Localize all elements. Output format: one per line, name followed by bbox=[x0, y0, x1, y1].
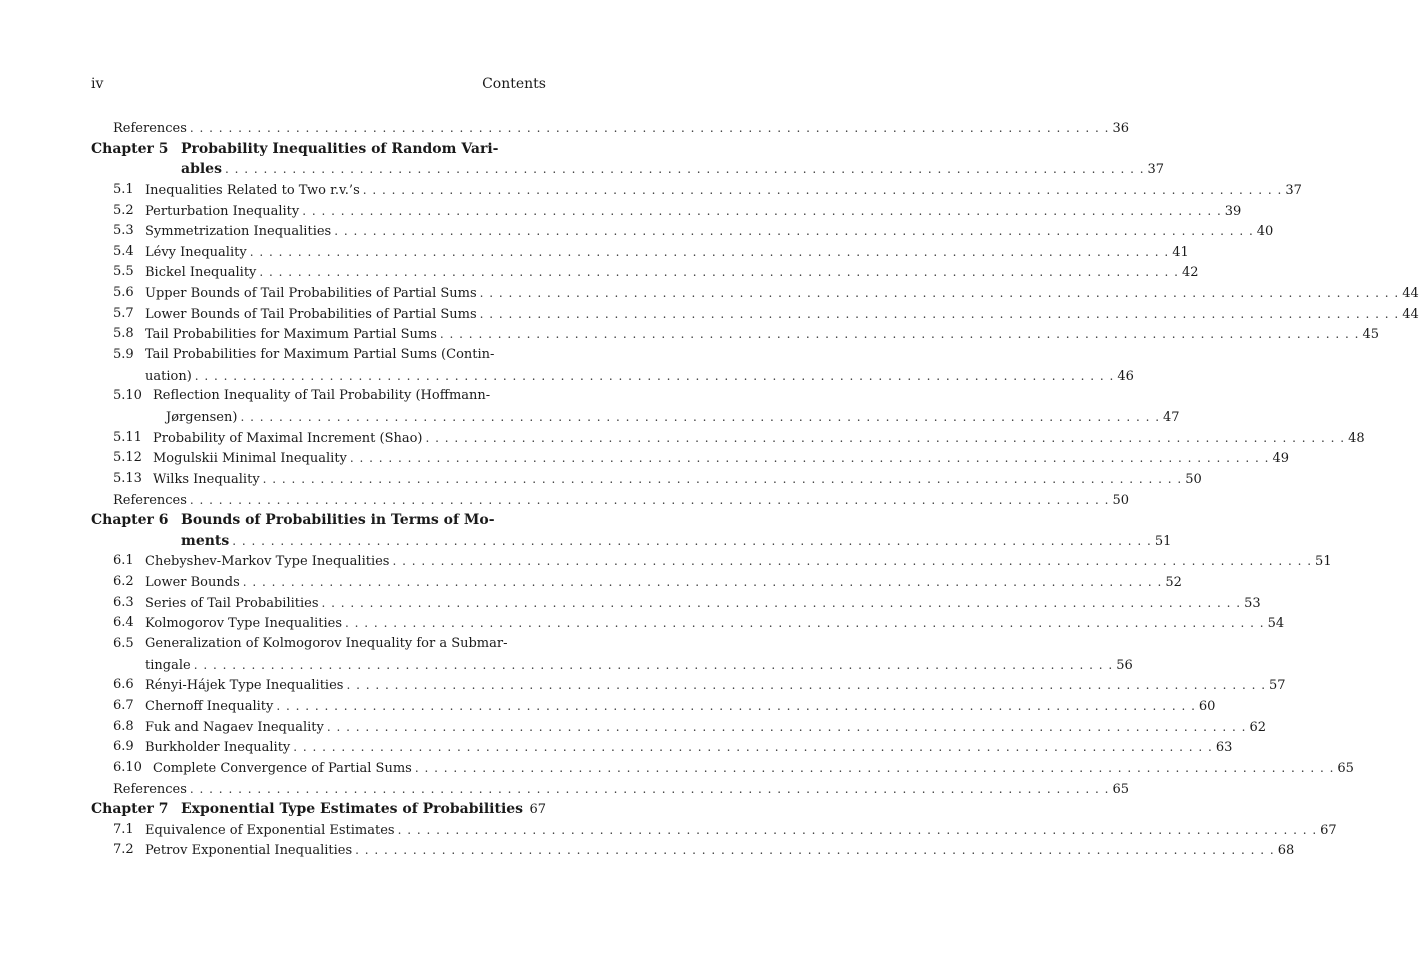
entry-title: Series of Tail Probabilities bbox=[145, 595, 319, 611]
section-number: 5.2 bbox=[113, 202, 134, 218]
toc-entry-section bbox=[91, 221, 1274, 242]
dot-leader: . . . . . . . . . . . . . . . . . . . . . . . . . . . . . . . . . . . . . . . . . . . . . . . . . . . . . . . . . . . . . . . . . . . . . . . . . . . . . . . . . . . . . . . . . . . . . . . . bbox=[189, 781, 1110, 796]
toc-line bbox=[166, 407, 1180, 429]
toc-line bbox=[145, 551, 1332, 573]
page-ref: 53 bbox=[1244, 595, 1261, 611]
entry-title: Wilks Inequality bbox=[153, 471, 260, 487]
entry-title: Lévy Inequality bbox=[145, 244, 247, 260]
dot-leader: . . . . . . . . . . . . . . . . . . . . . . . . . . . . . . . . . . . . . . . . . . . . . . . . . . . . . . . . . . . . . . . . . . . . . . . . . . . . . . . . . . . . . . . . . . . . . . . . bbox=[414, 760, 1335, 775]
table-of-contents bbox=[91, 118, 1419, 861]
toc-entry-section bbox=[91, 304, 1419, 325]
toc-line bbox=[145, 221, 1274, 243]
entry-title: Chernoff Inequality bbox=[145, 698, 274, 714]
section-number: 7.2 bbox=[113, 842, 134, 858]
entry-title: Equivalence of Exponential Estimates bbox=[145, 822, 395, 838]
toc-line bbox=[145, 262, 1199, 284]
toc-line bbox=[153, 428, 1365, 450]
toc-line bbox=[145, 304, 1419, 326]
entry-title: Complete Convergence of Partial Sums bbox=[153, 760, 412, 776]
page-ref: 44 bbox=[1402, 286, 1419, 302]
section-number: 6.4 bbox=[113, 615, 134, 631]
section-number: 5.3 bbox=[113, 223, 134, 239]
dot-leader: . . . . . . . . . . . . . . . . . . . . . . . . . . . . . . . . . . . . . . . . . . . . . . . . . . . . . . . . . . . . . . . . . . . . . . . . . . . . . . . . . . . . . . . . . . . . . . . . bbox=[189, 492, 1110, 507]
toc-line bbox=[145, 324, 1380, 346]
toc-entry-chapter-cont bbox=[91, 159, 1165, 180]
page-ref: 67 bbox=[1320, 822, 1337, 838]
section-number: 5.4 bbox=[113, 243, 134, 259]
page-ref: 68 bbox=[1277, 843, 1295, 859]
dot-leader: . . . . . . . . . . . . . . . . . . . . . . . . . . . . . . . . . . . . . . . . . . . . . . . . . . . . . . . . . . . . . . . . . . . . . . . . . . . . . . . . . . . . . . . . . . . . . . . . bbox=[240, 409, 1161, 424]
section-number: 6.5 bbox=[113, 636, 134, 652]
toc-entry-section bbox=[91, 820, 1337, 841]
entry-title: Chebyshev-Markov Type Inequalities bbox=[145, 554, 390, 570]
page-ref: 44 bbox=[1402, 306, 1419, 322]
dot-leader: . . . . . . . . . . . . . . . . . . . . . . . . . . . . . . . . . . . . . . . . . . . . . . . . . . . . . . . . . . . . . . . . . . . . . . . . . . . . . . . . . . . . . . . . . . . . . . . . bbox=[346, 678, 1267, 693]
dot-leader: . . . . . . . . . . . . . . . . . . . . . . . . . . . . . . . . . . . . . . . . . . . . . . . . . . . . . . . . . . . . . . . . . . . . . . . . . . . . . . . . . . . . . . . . . . . . . . . . bbox=[397, 822, 1318, 837]
toc-line bbox=[181, 531, 1172, 553]
section-number: 6.7 bbox=[113, 697, 134, 713]
toc-line bbox=[153, 758, 1354, 780]
toc-line bbox=[181, 799, 546, 821]
entry-title: Rényi-Hájek Type Inequalities bbox=[145, 678, 344, 694]
toc-line bbox=[145, 180, 1302, 202]
entry-title: ables bbox=[181, 161, 222, 178]
toc-entry-references bbox=[91, 779, 1130, 800]
dot-leader: . . . . . . . . . . . . . . . . . . . . . . . . . . . . . . . . . . . . . . . . . . . . . . . . . . . . . . . . . . . . . . . . . . . . . . . . . . . . . . . . . . . . . . . . . . . . . . . . bbox=[355, 843, 1275, 858]
entry-title: References bbox=[113, 781, 187, 797]
toc-entry-section bbox=[91, 572, 1182, 593]
toc-entry-section bbox=[91, 262, 1199, 283]
entry-title: Reflection Inequality of Tail Probability (Hoffmann- bbox=[153, 388, 491, 404]
dot-leader: . . . . . . . . . . . . . . . . . . . . . . . . . . . . . . . . . . . . . . . . . . . . . . . . . . . . . . . . . . . . . . . . . . . . . . . . . . . . . . . . . . . . . . . . . . . . . . . . bbox=[262, 471, 1183, 486]
toc-line bbox=[153, 469, 1202, 491]
toc-line bbox=[181, 159, 1165, 181]
toc-entry-section bbox=[91, 758, 1354, 779]
entry-title: Inequalities Related to Two r.v.’s bbox=[145, 182, 360, 198]
dot-leader: . . . . . . . . . . . . . . . . . . . . . . . . . . . . . . . . . . . . . . . . . . . . . . . . . . . . . . . . . . . . . . . . . . . . . . . . . . . . . . . . . . . . . . . . . . . . . . . . bbox=[259, 265, 1179, 280]
dot-leader: . . . . . . . . . . . . . . . . . . . . . . . . . . . . . . . . . . . . . . . . . . . . . . . . . . . . . . . . . . . . . . . . . . . . . . . . . . . . . . . . . . . . . . . . . . . . . . . . bbox=[293, 740, 1213, 755]
page-ref: 51 bbox=[1154, 533, 1172, 549]
page-ref: 62 bbox=[1249, 719, 1266, 735]
dot-leader: . . . . . . . . . . . . . . . . . . . . . . . . . . . . . . . . . . . . . . . . . . . . . . . . . . . . . . . . . . . . . . . . . . . . . . . . . . . . . . . . . . . . . . . . . . . . . . . . bbox=[321, 595, 1242, 610]
page-ref: 39 bbox=[1224, 203, 1242, 219]
section-number: 5.5 bbox=[113, 264, 134, 280]
entry-title: References bbox=[113, 492, 187, 508]
toc-line bbox=[145, 696, 1216, 718]
page-ref: 37 bbox=[1285, 182, 1302, 198]
page-ref: 63 bbox=[1215, 740, 1233, 756]
toc-entry-section bbox=[91, 242, 1189, 263]
toc-line bbox=[145, 717, 1266, 739]
toc-entry-section bbox=[91, 737, 1233, 758]
entry-title: Lower Bounds bbox=[145, 575, 240, 591]
section-number: 6.6 bbox=[113, 677, 134, 693]
entry-title: Exponential Type Estimates of Probabilities bbox=[181, 801, 524, 818]
toc-entry-section bbox=[91, 386, 546, 407]
dot-leader: . . . . . . . . . . . . . . . . . . . . . . . . . . . . . . . . . . . . . . . . . . . . . . . . . . . . . . . . . . . . . . . . . . . . . . . . . . . . . . . . . . . . . . . . . . . . . . . . bbox=[334, 224, 1254, 239]
entry-title: uation) bbox=[145, 368, 192, 384]
toc-entry-chapter bbox=[91, 139, 546, 160]
toc-entry-references bbox=[91, 490, 1130, 511]
entry-title: ments bbox=[181, 532, 230, 549]
dot-leader: . . . . . . . . . . . . . . . . . . . . . . . . . . . . . . . . . . . . . . . . . . . . . . . . . . . . . . . . . . . . . . . . . . . . . . . . . . . . . . . . . . . . . . . . . . . . . . . . bbox=[326, 719, 1247, 734]
page-ref: 42 bbox=[1181, 265, 1199, 281]
section-number: 6.2 bbox=[113, 574, 134, 590]
section-number: 5.9 bbox=[113, 347, 134, 363]
toc-entry-section-cont bbox=[91, 407, 1180, 428]
page-ref: 65 bbox=[1337, 760, 1354, 776]
page-ref: 45 bbox=[1362, 327, 1380, 343]
dot-leader: . . . . . . . . . . . . . . . . . . . . . . . . . . . . . . . . . . . . . . . . . . . . . . . . . . . . . . . . . . . . . . . . . . . . . . . . . . . . . . . . . . . . . . . . . . . . . . . . bbox=[392, 554, 1313, 569]
toc-entry-section bbox=[91, 613, 1285, 634]
entry-title: Symmetrization Inequalities bbox=[145, 224, 332, 240]
section-number: 5.10 bbox=[113, 388, 142, 404]
dot-leader: . . . . . . . . . . . . . . . . . . . . . . . . . . . . . . . . . . . . . . . . . . . . . . . . . . . . . . . . . . . . . . . . . . . . . . . . . . . . . . . . . . . . . . . . . . . . . . . . bbox=[189, 121, 1110, 135]
toc-line bbox=[145, 655, 1133, 677]
entry-title: Generalization of Kolmogorov Inequality for a Submar- bbox=[145, 636, 508, 652]
section-number: 5.7 bbox=[113, 305, 134, 321]
page-ref: 54 bbox=[1267, 616, 1285, 632]
page-ref: 57 bbox=[1269, 678, 1286, 694]
entry-title: Fuk and Nagaev Inequality bbox=[145, 719, 324, 735]
dot-leader: . . . . . . . . . . . . . . . . . . . . . . . . . . . . . . . . . . . . . . . . . . . . . . . . . . . . . . . . . . . . . . . . . . . . . . . . . . . . . . . . . . . . . . . . . . . . . . . . bbox=[242, 575, 1163, 590]
toc-line bbox=[153, 448, 1289, 470]
running-head bbox=[91, 76, 546, 92]
toc-line bbox=[145, 820, 1337, 842]
toc-entry-chapter bbox=[91, 510, 546, 531]
entry-title: Lower Bounds of Tail Probabilities of Partial Sums bbox=[145, 306, 477, 322]
entry-title: Bickel Inequality bbox=[145, 265, 257, 281]
section-number: 6.1 bbox=[113, 553, 134, 569]
page-ref: 36 bbox=[1112, 121, 1130, 136]
toc-line bbox=[145, 242, 1189, 264]
section-number: 6.3 bbox=[113, 594, 134, 610]
section-number: 5.11 bbox=[113, 429, 142, 445]
chapter-label: Chapter 6 bbox=[91, 512, 169, 529]
toc-line bbox=[145, 675, 1286, 697]
entry-title: Probability Inequalities of Random Vari- bbox=[181, 140, 499, 157]
chapter-label: Chapter 5 bbox=[91, 140, 169, 157]
toc-line bbox=[145, 366, 1134, 388]
entry-title: References bbox=[113, 121, 187, 136]
page-ref: 41 bbox=[1172, 244, 1189, 260]
section-number: 5.8 bbox=[113, 326, 134, 342]
toc-entry-section bbox=[91, 180, 1302, 201]
dot-leader: . . . . . . . . . . . . . . . . . . . . . . . . . . . . . . . . . . . . . . . . . . . . . . . . . . . . . . . . . . . . . . . . . . . . . . . . . . . . . . . . . . . . . . . . . . . . . . . . bbox=[479, 286, 1400, 301]
toc-entry-section-cont bbox=[91, 366, 1134, 387]
dot-leader: . . . . . . . . . . . . . . . . . . . . . . . . . . . . . . . . . . . . . . . . . . . . . . . . . . . . . . . . . . . . . . . . . . . . . . . . . . . . . . . . . . . . . . . . . . . . . . . . bbox=[232, 533, 1152, 548]
page-ref: 46 bbox=[1117, 368, 1134, 384]
entry-title: Jørgensen) bbox=[166, 409, 238, 425]
page-ref: 65 bbox=[1112, 781, 1130, 797]
section-number: 7.1 bbox=[113, 821, 134, 837]
toc-entry-section bbox=[91, 696, 1216, 717]
entry-title: Upper Bounds of Tail Probabilities of Partial Sums bbox=[145, 286, 477, 302]
entry-title: Tail Probabilities for Maximum Partial Sums (Contin- bbox=[145, 347, 495, 363]
page-number: iv bbox=[91, 76, 104, 92]
toc-entry-section bbox=[91, 201, 1242, 222]
entry-title: Burkholder Inequality bbox=[145, 740, 291, 756]
toc-entry-section bbox=[91, 428, 1365, 449]
section-number: 6.9 bbox=[113, 739, 134, 755]
dot-leader: . . . . . . . . . . . . . . . . . . . . . . . . . . . . . . . . . . . . . . . . . . . . . . . . . . . . . . . . . . . . . . . . . . . . . . . . . . . . . . . . . . . . . . . . . . . . . . . . bbox=[276, 698, 1196, 713]
toc-line bbox=[145, 201, 1242, 223]
entry-title: Kolmogorov Type Inequalities bbox=[145, 616, 343, 632]
page-ref: 60 bbox=[1198, 698, 1216, 714]
toc-entry-chapter-cont bbox=[91, 531, 1172, 552]
section-number: 6.8 bbox=[113, 718, 134, 734]
toc-line bbox=[113, 779, 1130, 801]
page-ref: 37 bbox=[1147, 162, 1165, 178]
dot-leader: . . . . . . . . . . . . . . . . . . . . . . . . . . . . . . . . . . . . . . . . . . . . . . . . . . . . . . . . . . . . . . . . . . . . . . . . . . . . . . . . . . . . . . . . . . . . . . . . bbox=[479, 306, 1400, 321]
page-ref: 51 bbox=[1315, 554, 1332, 570]
entry-title: Tail Probabilities for Maximum Partial Sums bbox=[145, 327, 437, 343]
toc-line bbox=[113, 118, 1130, 140]
dot-leader: . . . . . . . . . . . . . . . . . . . . . . . . . . . . . . . . . . . . . . . . . . . . . . . . . . . . . . . . . . . . . . . . . . . . . . . . . . . . . . . . . . . . . . . . . . . . . . . . bbox=[249, 244, 1170, 259]
entry-title: Bounds of Probabilities in Terms of Mo- bbox=[181, 512, 495, 529]
toc-entry-chapter bbox=[91, 799, 546, 820]
page-ref: 48 bbox=[1348, 430, 1365, 446]
toc-line bbox=[145, 613, 1285, 635]
page-ref: 47 bbox=[1163, 409, 1180, 425]
toc-entry-section bbox=[91, 551, 1332, 572]
toc-entry-section bbox=[91, 840, 1295, 861]
page-ref: 40 bbox=[1256, 224, 1274, 240]
dot-leader: . . . . . . . . . . . . . . . . . . . . . . . . . . . . . . . . . . . . . . . . . . . . . . . . . . . . . . . . . . . . . . . . . . . . . . . . . . . . . . . . . . . . . . . . . . . . . . . . bbox=[349, 451, 1270, 466]
page-ref: 49 bbox=[1272, 451, 1289, 467]
page-ref: 50 bbox=[1185, 471, 1202, 487]
entry-title: Mogulskii Minimal Inequality bbox=[153, 451, 347, 467]
toc-entry-section bbox=[91, 324, 1380, 345]
entry-title: Petrov Exponential Inequalities bbox=[145, 843, 353, 859]
toc-entry-section bbox=[91, 717, 1266, 738]
toc-entry-section bbox=[91, 675, 1286, 696]
toc-line bbox=[145, 737, 1233, 759]
toc-entry-section bbox=[91, 634, 546, 655]
dot-leader: . . . . . . . . . . . . . . . . . . . . . . . . . . . . . . . . . . . . . . . . . . . . . . . . . . . . . . . . . . . . . . . . . . . . . . . . . . . . . . . . . . . . . . . . . . . . . . . . bbox=[302, 203, 1222, 218]
section-number: 6.10 bbox=[113, 759, 142, 775]
toc-line bbox=[145, 840, 1295, 862]
page-ref: 50 bbox=[1112, 492, 1130, 508]
toc-line bbox=[145, 593, 1261, 615]
dot-leader: . . . . . . . . . . . . . . . . . . . . . . . . . . . . . . . . . . . . . . . . . . . . . . . . . . . . . . . . . . . . . . . . . . . . . . . . . . . . . . . . . . . . . . . . . . . . . . . . bbox=[193, 657, 1114, 672]
toc-line bbox=[113, 490, 1130, 512]
dot-leader: . . . . . . . . . . . . . . . . . . . . . . . . . . . . . . . . . . . . . . . . . . . . . . . . . . . . . . . . . . . . . . . . . . . . . . . . . . . . . . . . . . . . . . . . . . . . . . . . bbox=[345, 616, 1265, 631]
entry-title: Perturbation Inequality bbox=[145, 203, 300, 219]
dot-leader: . . . . . . . . . . . . . . . . . . . . . . . . . . . . . . . . . . . . . . . . . . . . . . . . . . . . . . . . . . . . . . . . . . . . . . . . . . . . . . . . . . . . . . . . . . . . . . . . bbox=[362, 182, 1283, 197]
toc-line bbox=[145, 572, 1182, 594]
section-number: 5.6 bbox=[113, 285, 134, 301]
toc-entry-section bbox=[91, 593, 1261, 614]
entry-title: tingale bbox=[145, 657, 191, 673]
dot-leader: . . . . . . . . . . . . . . . . . . . . . . . . . . . . . . . . . . . . . . . . . . . . . . . . . . . . . . . . . . . . . . . . . . . . . . . . . . . . . . . . . . . . . . . . . . . . . . . . bbox=[224, 162, 1145, 177]
dot-leader: . . . . . . . . . . . . . . . . . . . . . . . . . . . . . . . . . . . . . . . . . . . . . . . . . . . . . . . . . . . . . . . . . . . . . . . . . . . . . . . . . . . . . . . . . . . . . . . . bbox=[425, 430, 1346, 445]
section-number: 5.13 bbox=[113, 470, 142, 486]
toc-line bbox=[145, 283, 1419, 305]
toc-entry-section bbox=[91, 283, 1419, 304]
section-number: 5.1 bbox=[113, 181, 134, 197]
chapter-label: Chapter 7 bbox=[91, 801, 169, 818]
toc-entry-references bbox=[91, 118, 1130, 139]
dot-leader: . . . . . . . . . . . . . . . . . . . . . . . . . . . . . . . . . . . . . . . . . . . . . . . . . . . . . . . . . . . . . . . . . . . . . . . . . . . . . . . . . . . . . . . . . . . . . . . . bbox=[194, 368, 1115, 383]
running-title: Contents bbox=[482, 76, 546, 92]
page-ref: 56 bbox=[1116, 657, 1133, 673]
toc-entry-section bbox=[91, 345, 546, 366]
page-ref: 67 bbox=[529, 802, 546, 818]
toc-entry-section-cont bbox=[91, 655, 1133, 676]
section-number: 5.12 bbox=[113, 450, 142, 466]
entry-title: Probability of Maximal Increment (Shao) bbox=[153, 430, 423, 446]
toc-entry-section bbox=[91, 448, 1289, 469]
toc-entry-section bbox=[91, 469, 1202, 490]
dot-leader: . . . . . . . . . . . . . . . . . . . . . . . . . . . . . . . . . . . . . . . . . . . . . . . . . . . . . . . . . . . . . . . . . . . . . . . . . . . . . . . . . . . . . . . . . . . . . . . . bbox=[439, 327, 1360, 342]
page-ref: 52 bbox=[1165, 575, 1182, 591]
